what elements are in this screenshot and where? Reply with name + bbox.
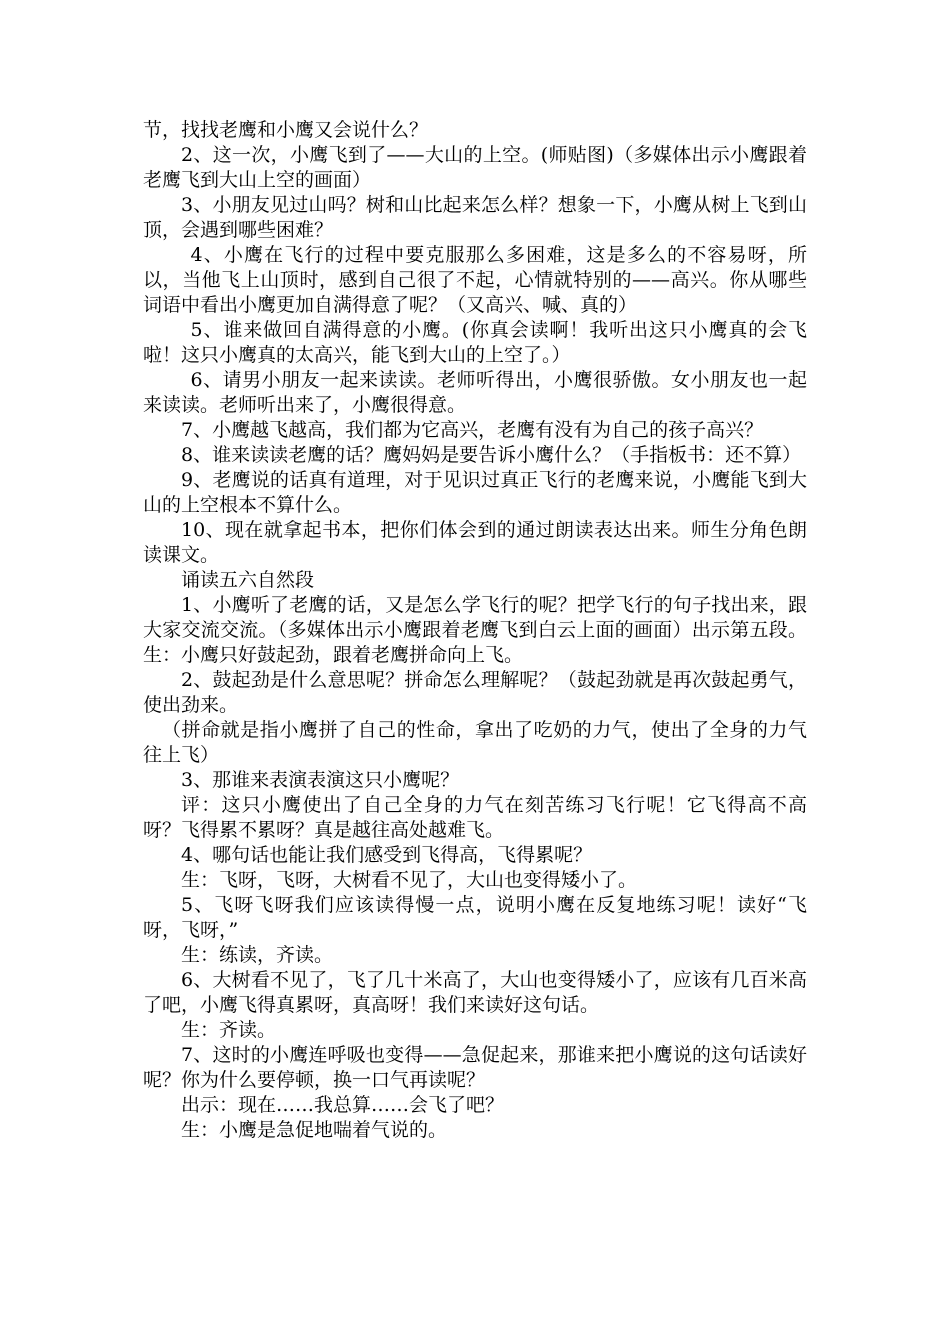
paragraph-12: 1、小鹰听了老鹰的话，又是怎么学飞行的呢？把学飞行的句子找出来，跟大家交流交流。（多媒体出示小鹰跟着老鹰飞到白云上面的画面）出示第五段。生：小鹰只好鼓起劲，跟着老鹰拼命向上飞。 xyxy=(143,594,807,666)
paragraph-24: 出示：现在……我总算……会飞了吧？ xyxy=(181,1094,505,1116)
paragraph-13: 2、鼓起劲是什么意思呢？拼命怎么理解呢？（鼓起劲就是再次鼓起勇气，使出劲来。 xyxy=(143,669,807,716)
paragraph-16: 评：这只小鹰使出了自己全身的力气在刻苦练习飞行呢！它飞得高不高呀？飞得累不累呀？真是越往高处越难飞。 xyxy=(143,794,807,841)
paragraph-22: 生：齐读。 xyxy=(181,1019,277,1041)
paragraph-20: 生：练读，齐读。 xyxy=(181,944,334,966)
paragraph-17: 4、哪句话也能让我们感受到飞得高，飞得累呢？ xyxy=(181,844,593,866)
paragraph-25: 生：小鹰是急促地喘着气说的。 xyxy=(181,1119,448,1141)
paragraph-5: 5、谁来做回自满得意的小鹰。(你真会读啊！我听出这只小鹰真的会飞啦！这只小鹰真的太高兴，能飞到大山的上空了。） xyxy=(143,319,807,366)
document-page xyxy=(143,118,807,1143)
paragraph-21: 6、大树看不见了，飞了几十米高了，大山也变得矮小了，应该有几百米高了吧，小鹰飞得真累呀，真高呀！我们来读好这句话。 xyxy=(143,969,807,1016)
section-heading: 诵读五六自然段 xyxy=(181,569,315,591)
paragraph-23: 7、这时的小鹰连呼吸也变得——急促起来，那谁来把小鹰说的这句话读好呢？你为什么要停顿，换一口气再读呢？ xyxy=(143,1044,807,1091)
paragraph-6: 6、请男小朋友一起来读读。老师听得出，小鹰很骄傲。女小朋友也一起来读读。老师听出来了，小鹰很得意。 xyxy=(143,369,807,416)
paragraph-1: 节，找找老鹰和小鹰又会说什么？ xyxy=(143,119,429,141)
paragraph-19: 5、飞呀飞呀我们应该读得慢一点，说明小鹰在反复地练习呢！读好“飞呀，飞呀，” xyxy=(143,894,807,941)
paragraph-18: 生：飞呀，飞呀，大树看不见了，大山也变得矮小了。 xyxy=(181,869,638,891)
paragraph-2: 2、这一次，小鹰飞到了——大山的上空。(师贴图)（多媒体出示小鹰跟着老鹰飞到大山上空的画面） xyxy=(143,144,807,191)
paragraph-8: 8、谁来读读老鹰的话？鹰妈妈是要告诉小鹰什么？（手指板书：还不算） xyxy=(181,444,802,466)
paragraph-15: 3、那谁来表演表演这只小鹰呢？ xyxy=(181,769,460,791)
paragraph-9: 9、老鹰说的话真有道理，对于见识过真正飞行的老鹰来说，小鹰能飞到大山的上空根本不算什么。 xyxy=(143,469,807,516)
paragraph-14: （拼命就是指小鹰拼了自己的性命，拿出了吃奶的力气，使出了全身的力气往上飞） xyxy=(143,719,807,766)
paragraph-4: 4、小鹰在飞行的过程中要克服那么多困难，这是多么的不容易呀，所以，当他飞上山顶时，感到自己很了不起，心情就特别的——高兴。你从哪些词语中看出小鹰更加自满得意了呢？（又高兴、喊、真的） xyxy=(143,244,807,316)
paragraph-7: 7、小鹰越飞越高，我们都为它高兴，老鹰有没有为自己的孩子高兴？ xyxy=(181,419,764,441)
paragraph-3: 3、小朋友见过山吗？树和山比起来怎么样？想象一下，小鹰从树上飞到山顶，会遇到哪些困难？ xyxy=(143,194,807,241)
paragraph-10: 10、现在就拿起书本，把你们体会到的通过朗读表达出来。师生分角色朗读课文。 xyxy=(143,519,807,566)
